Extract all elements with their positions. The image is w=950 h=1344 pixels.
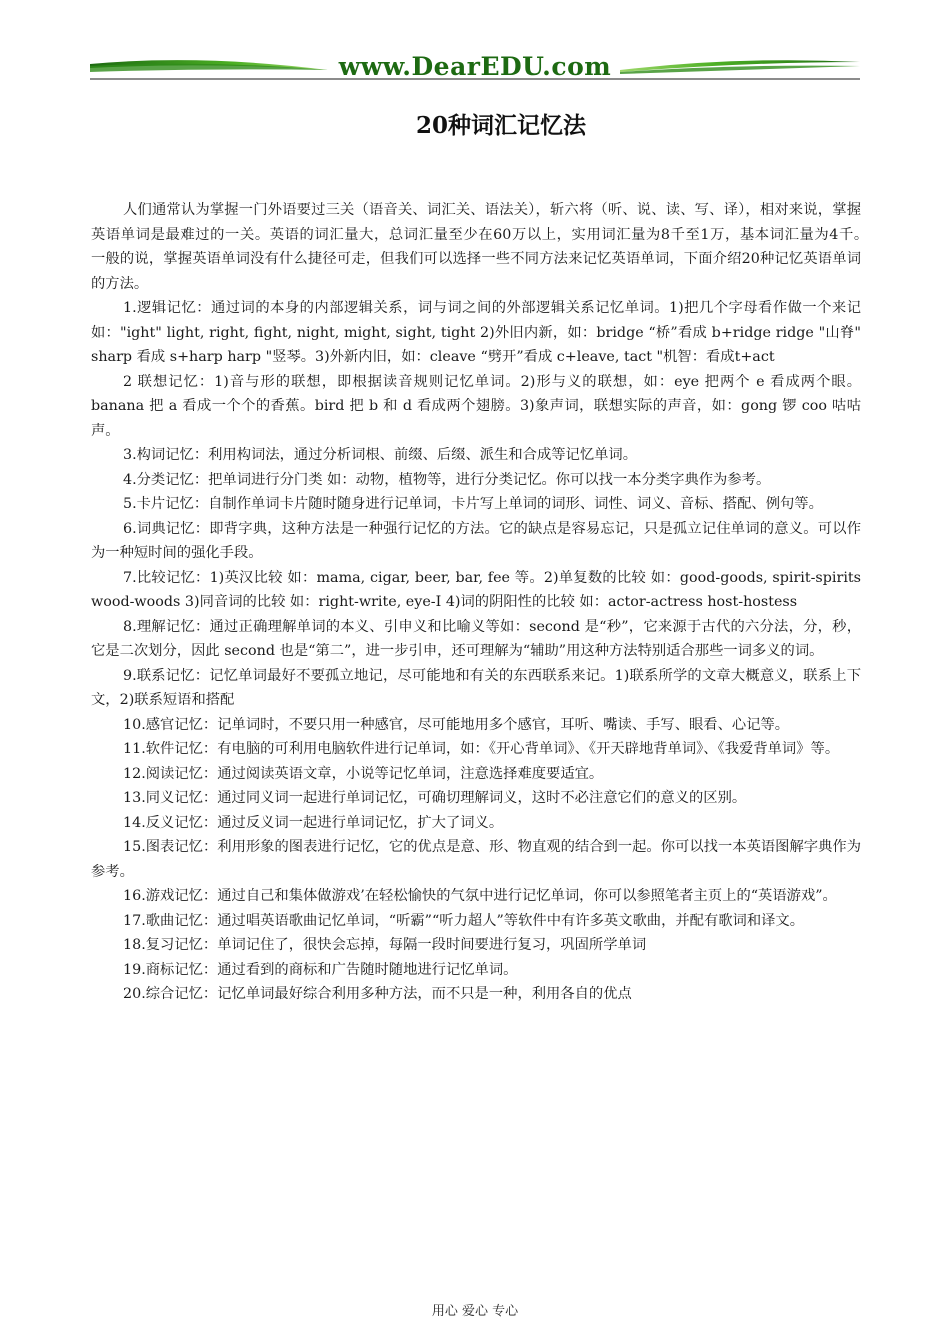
page-footer: 用心 爱心 专心 — [431, 1304, 519, 1319]
paragraph-method-2: 2 联想记忆：1)音与形的联想，即根据读音规则记忆单词。2)形与义的联想，如：eye 把两个 e 看成两个眼。banana 把 a 看成一个个的香蕉。bird 把 b 和 d 看成两个翅膀。3)象声词，联想实际的声音，如：gong 锣 coo 咕咕声。 — [91, 373, 861, 439]
site-logo[interactable]: www.DearEDU.com — [338, 52, 612, 81]
paragraph-method-13: 13.同义记忆：通过同义词一起进行单词记忆，可确切理解词义，这时不必注意它们的意义的区别。 — [123, 790, 747, 806]
page-title: 20种词汇记忆法 — [415, 112, 586, 139]
paragraph-intro: 人们通常认为掌握一门外语要过三关（语音关、词汇关、语法关），斩六将（听、说、读、写、译），相对来说，掌握英语单词是最难过的一关。英语的词汇量大，总词汇量至少在60万以上，实用词汇量为8千至1万，基本词汇量为4千。 一般的说，掌握英语单词没有什么捷径可走，但我们可以选择一些不同方法来记忆英语单词，下面介绍20种记忆英语单词的方法。 — [91, 202, 890, 292]
paragraph-method-20: 20.综合记忆：记忆单词最好综合利用多种方法，而不只是一种，利用各自的优点 — [123, 986, 632, 1002]
paragraph-method-1: 1.逻辑记忆：通过词的本身的内部逻辑关系，词与词之间的外部逻辑关系记忆单词。1)把几个字母看作做一个来记 如："ight" light, right, fight, night, might, sight, tight 2)外旧内新，如：bridge “桥”看成 b+ridge ridge "山脊" sharp 看成 s+harp harp "竖琴。3)外新内旧，如：cleave “劈开”看成 c+leave, tact "机智：看成t+act — [91, 300, 861, 365]
paragraph-method-19: 19.商标记忆：通过看到的商标和广告随时随地进行记忆单词。 — [123, 961, 518, 978]
paragraph-method-5: 5.卡片记忆：自制作单词卡片随时随身进行记单词，卡片写上单词的词形、词性、词义、音标、搭配、例句等。 — [123, 496, 823, 512]
paragraph-method-15: 15.图表记忆：利用形象的图表进行记忆，它的优点是意、形、物直观的结合到一起。你可以找一本英语图解字典作为参考。 — [91, 839, 861, 880]
paragraph-method-10: 10.感官记忆：记单词时，不要只用一种感官，尽可能地用多个感官，耳听、嘴读、手写、眼看、心记等。 — [123, 716, 790, 733]
paragraph-method-9: 9.联系记忆：记忆单词最好不要孤立地记，尽可能地和有关的东西联系来记。1)联系所学的文章大概意义，联系上下文，2)联系短语和搭配 — [91, 667, 861, 708]
header-banner — [90, 50, 860, 86]
paragraph-method-18: 18.复习记忆：单词记住了，很快会忘掉，每隔一段时间要进行复习，巩固所学单词 — [123, 937, 647, 953]
paragraph-method-3: 3.构词记忆：利用构词法，通过分析词根、前缀、后缀、派生和合成等记忆单词。 — [123, 447, 638, 463]
paragraph-method-6: 6.词典记忆：即背字典，这种方法是一种强行记忆的方法。它的缺点是容易忘记，只是孤立记住单词的意义。可以作为一种短时间的强化手段。 — [91, 520, 861, 561]
paragraph-method-7: 7.比较记忆：1)英汉比较 如：mama, cigar, beer, bar, fee 等。2)单复数的比较 如：good-goods, spirit-spirits wood-woods 3)同音词的比较 如：right-write, eye-I 4)词的阴阳性的比较 如：actor-actress host-hostess — [91, 569, 861, 610]
article-body — [91, 198, 890, 1007]
paragraph-method-12: 12.阅读记忆：通过阅读英语文章，小说等记忆单词，注意选择难度要适宜。 — [123, 765, 604, 782]
paragraph-method-4: 4.分类记忆：把单词进行分门类 如：动物，植物等，进行分类记忆。你可以找一本分类字典作为参考。 — [123, 471, 771, 488]
paragraph-method-17: 17.歌曲记忆：通过唱英语歌曲记忆单词，“听霸”“听力超人”等软件中有许多英文歌曲，并配有歌词和译文。 — [123, 912, 805, 929]
paragraph-method-11: 11.软件记忆：有电脑的可利用电脑软件进行记单词，如：《开心背单词》、《开天辟地背单词》、《我爱背单词》等。 — [123, 741, 840, 757]
paragraph-method-8: 8.理解记忆：通过正确理解单词的本义、引申义和比喻义等如：second 是“秒”，它来源于古代的六分法，分，秒，它是二次划分，因此 second 也是“第二”，进一步引申，还可理解为“辅助”用这种方法特别适合那些一词多义的词。 — [91, 618, 861, 659]
paragraph-method-16: 16.游戏记忆：通过自己和集体做游戏’在轻松愉快的气氛中进行记忆单词，你可以参照笔者主页上的“英语游戏”。 — [123, 888, 837, 904]
paragraph-method-14: 14.反义记忆：通过反义词一起进行单词记忆，扩大了词义。 — [123, 814, 504, 831]
